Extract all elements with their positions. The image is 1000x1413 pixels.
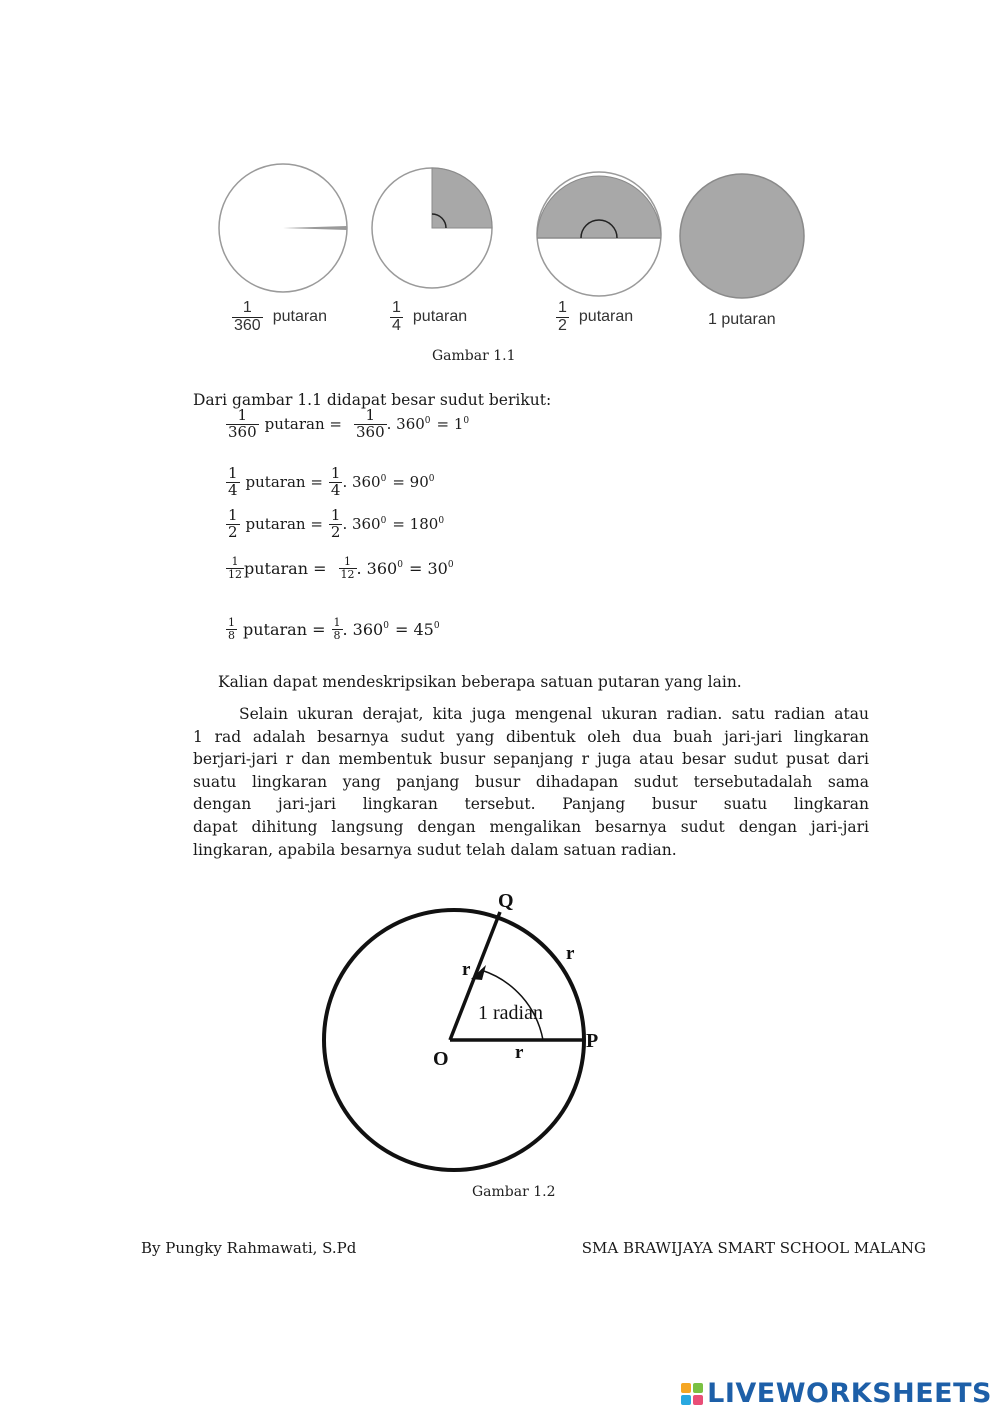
result: = 45 — [394, 619, 434, 639]
denominator: 360 — [234, 316, 261, 334]
numerator: 1 — [344, 555, 351, 568]
equation-360 — [226, 408, 469, 441]
degree-sup: 0 — [424, 416, 431, 427]
angle-label: 1 radian — [478, 1002, 543, 1024]
denominator: 8 — [333, 628, 341, 642]
paragraph-line: dengan jari-jari lingkaran tersebut. Panjang busur suatu lingkaran — [193, 795, 869, 814]
figure-1-1-caption: Gambar 1.1 — [432, 348, 516, 364]
denominator: 2 — [330, 522, 341, 541]
denominator: 4 — [392, 316, 401, 334]
fraction — [556, 300, 569, 335]
degree-sup: 0 — [433, 621, 440, 632]
radius-q-label: r — [462, 959, 471, 980]
numerator: 1 — [237, 406, 248, 424]
degree-sup: 0 — [383, 621, 389, 632]
numerator: 1 — [365, 406, 376, 424]
denominator: 8 — [228, 628, 235, 642]
result: = 180 — [392, 515, 439, 534]
lhs-fraction — [226, 466, 240, 499]
multiplier: . 360 — [342, 473, 381, 492]
label-one-half-putaran — [556, 300, 633, 335]
lhs-fraction — [226, 617, 237, 641]
liveworksheets-wordmark: LIVEWORKSHEETS — [707, 1378, 992, 1409]
intro-text: Dari gambar 1.1 didapat besar sudut berikut: — [193, 391, 552, 409]
equation-half — [226, 508, 444, 541]
circle-one-degree — [219, 164, 347, 292]
footer-school: SMA BRAWIJAYA SMART SCHOOL MALANG — [581, 1239, 926, 1257]
arc-r-label: r — [566, 943, 575, 964]
degree-sup: 0 — [380, 516, 387, 527]
degree-sup: 0 — [397, 560, 403, 571]
degree-sup: 0 — [428, 474, 435, 485]
lhs-fraction — [226, 556, 244, 580]
figure-1-2-radian-diagram — [310, 885, 620, 1180]
logo-square — [681, 1395, 691, 1405]
paragraph-line: berjari-jari r dan membentuk busur sepanjang r juga atau besar sudut pusat dari — [193, 750, 869, 769]
denominator: 4 — [330, 480, 341, 499]
figure-1-1-circles — [210, 160, 820, 310]
result: = 1 — [436, 415, 464, 434]
putaran-word: putaran = — [245, 473, 323, 492]
putaran-word: putaran — [272, 308, 327, 326]
multiplier: . 360 — [342, 515, 381, 534]
point-q-label: Q — [498, 890, 514, 912]
equation-twelfth — [226, 556, 454, 580]
multiplier: . 360 — [386, 415, 425, 434]
paragraph-line: lingkaran, apabila besarnya sudut telah dalam satuan radian. — [193, 840, 677, 859]
rhs-fraction — [339, 556, 357, 580]
radius-p-label: r — [515, 1042, 524, 1063]
numerator: 1 — [330, 506, 341, 524]
numerator: 1 — [228, 464, 238, 482]
numerator: 1 — [242, 299, 252, 316]
paragraph-line: 1 rad adalah besarnya sudut yang dibentuk oleh dua buah jari-jari lingkaran — [193, 727, 869, 746]
degree-sup: 0 — [380, 474, 387, 485]
rhs-fraction — [354, 408, 387, 441]
equation-eighth — [226, 617, 440, 641]
result: = 30 — [408, 558, 448, 578]
numerator: 1 — [392, 299, 401, 316]
lhs-fraction — [226, 408, 259, 441]
lhs-fraction — [226, 508, 240, 541]
rhs-fraction — [329, 466, 343, 499]
degree-sup: 0 — [463, 416, 470, 427]
equation-quarter — [226, 466, 435, 499]
numerator: 1 — [228, 506, 238, 524]
rhs-fraction — [329, 508, 343, 541]
putaran-word: putaran — [412, 308, 468, 326]
denominator: 2 — [558, 316, 567, 334]
figure-1-2-caption: Gambar 1.2 — [472, 1184, 556, 1200]
describe-text: Kalian dapat mendeskripsikan beberapa satuan putaran yang lain. — [218, 673, 742, 691]
denominator: 12 — [340, 567, 355, 581]
liveworksheets-brand — [681, 1378, 992, 1409]
putaran-word: putaran = — [243, 619, 326, 639]
point-o-label: O — [433, 1048, 449, 1070]
multiplier: . 360 — [342, 619, 384, 639]
numerator: 1 — [330, 464, 341, 482]
multiplier: . 360 — [356, 558, 398, 578]
paragraph-line: Selain ukuran derajat, kita juga mengenal ukuran radian. satu radian atau — [239, 705, 869, 723]
logo-square — [681, 1383, 691, 1393]
label-one-putaran: 1 putaran — [708, 311, 776, 328]
circle-full — [680, 174, 804, 298]
paragraph-line: dapat dihitung langsung dengan mengalikan besarnya sudut dengan jari-jari — [193, 817, 869, 836]
fraction — [390, 300, 403, 335]
degree-sup: 0 — [438, 516, 445, 527]
footer-author: By Pungky Rahmawati, S.Pd — [141, 1239, 357, 1257]
putaran-word: putaran = — [264, 415, 342, 434]
logo-square — [693, 1383, 703, 1393]
result: = 90 — [392, 473, 429, 492]
fraction — [232, 300, 263, 335]
logo-square — [693, 1395, 703, 1405]
paragraph-line: suatu lingkaran yang panjang busur dihadapan sudut tersebutadalah sama — [193, 772, 869, 791]
circle-half — [537, 172, 661, 296]
denominator: 2 — [228, 522, 238, 541]
putaran-word: putaran — [578, 308, 634, 326]
denominator: 12 — [228, 567, 242, 581]
label-one-quarter-putaran — [390, 300, 467, 335]
numerator: 1 — [228, 616, 235, 629]
numerator: 1 — [558, 299, 567, 316]
liveworksheets-logo-icon — [681, 1383, 703, 1405]
radian-paragraph — [193, 703, 869, 861]
putaran-word: putaran = — [244, 558, 327, 578]
point-p-label: P — [586, 1030, 599, 1052]
degree-sup: 0 — [447, 560, 454, 571]
putaran-word: putaran = — [245, 515, 323, 534]
label-one-360-putaran — [232, 300, 327, 335]
rhs-fraction — [332, 617, 343, 641]
numerator: 1 — [231, 555, 239, 568]
circle-quarter — [372, 168, 492, 288]
numerator: 1 — [333, 616, 341, 629]
denominator: 360 — [228, 422, 257, 441]
denominator: 4 — [228, 480, 238, 499]
denominator: 360 — [355, 422, 385, 441]
